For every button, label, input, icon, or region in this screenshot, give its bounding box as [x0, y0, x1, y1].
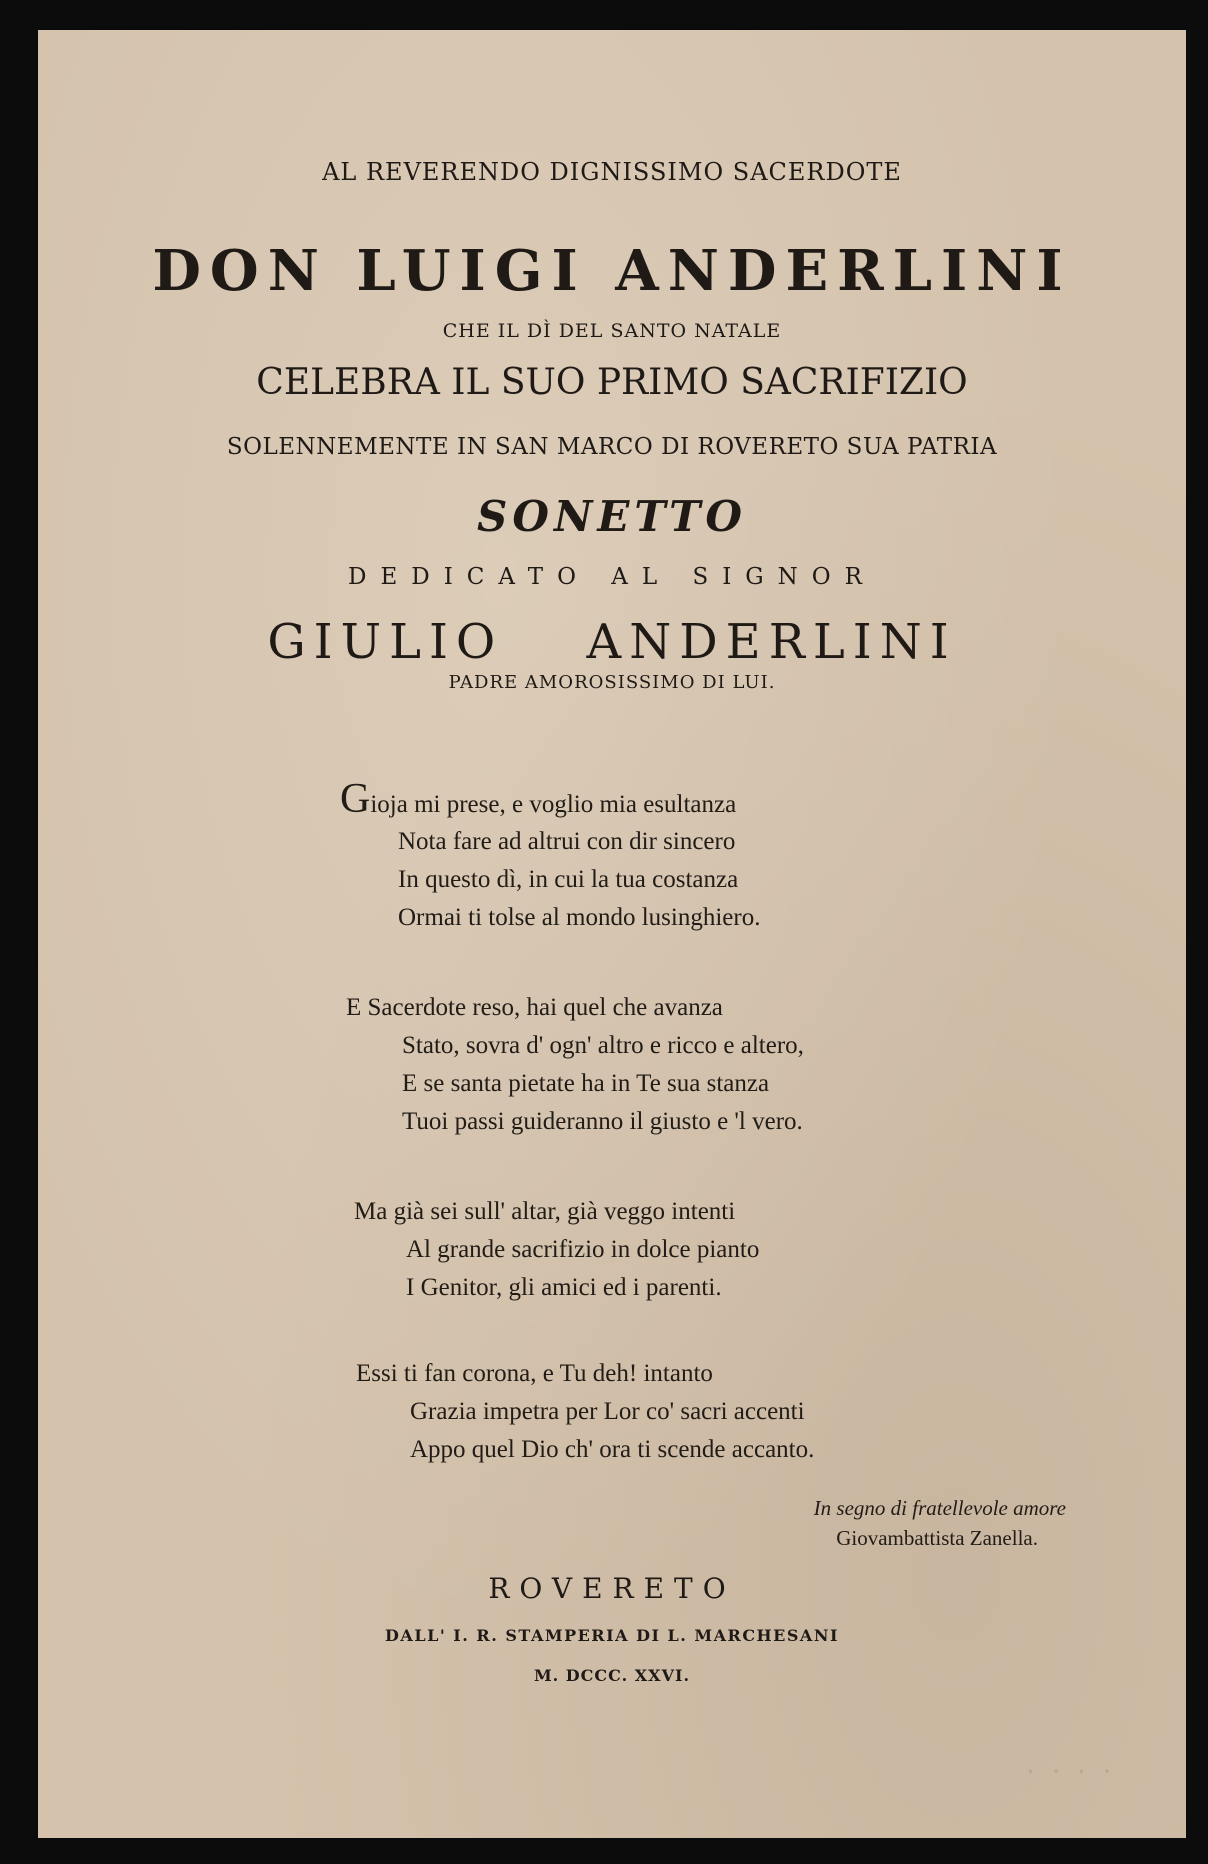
sonnet: [38, 30, 1186, 1838]
father-name: GIULIO ANDERLINI: [267, 614, 957, 670]
dedicated-line: DEDICATO AL SIGNOR: [348, 564, 876, 590]
verse-line: Essi ti fan corona, e Tu deh! intanto: [356, 1360, 713, 1387]
dedication-to: AL REVERENDO DIGNISSIMO SACERDOTE: [322, 158, 902, 186]
place-line: SOLENNEMENTE IN SAN MARCO DI ROVERETO SUA PATRIA: [226, 434, 998, 460]
printed-sheet: [38, 30, 1186, 1838]
verse-line: I Genitor, gli amici ed i parenti.: [406, 1274, 722, 1301]
verse-text: ioja mi prese, e voglio mia esultanza: [370, 791, 737, 818]
faint-pencil-marks: · · · ·: [1025, 1755, 1116, 1788]
verse-line: Tuoi passi guideranno il giusto e 'l vero.: [402, 1108, 803, 1135]
verse-line: Al grande sacrifizio in dolce pianto: [406, 1236, 760, 1263]
verse-line: In questo dì, in cui la tua costanza: [398, 866, 739, 893]
verse-line: Ma già sei sull' altar, già veggo intenti: [354, 1198, 736, 1225]
signature-name: Giovambattista Zanella.: [836, 1526, 1038, 1550]
verse-line: Ormai ti tolse al mondo lusinghiero.: [398, 904, 761, 931]
imprint-year: M. DCCC. XXVI.: [533, 1666, 691, 1685]
signature-dedication: In segno di fratellevole amore: [813, 1496, 1066, 1520]
verse-line: Appo quel Dio ch' ora ti scende accanto.: [410, 1436, 815, 1463]
celebration-line: CELEBRA IL SUO PRIMO SACRIFIZIO: [256, 362, 968, 403]
verse-line: [340, 778, 736, 820]
imprint-city: ROVERETO: [488, 1572, 736, 1605]
verse-line: Nota fare ad altrui con dir sincero: [398, 828, 736, 855]
verse-line: E se santa pietate ha in Te sua stanza: [402, 1070, 770, 1097]
genre-title: SONETTO: [477, 492, 747, 541]
verse-line: Stato, sovra d' ogn' altro e ricco e altero,: [402, 1032, 804, 1059]
father-description: PADRE AMOROSISSIMO DI LUI.: [448, 672, 776, 693]
imprint-printer: DALL' I. R. STAMPERIA DI L. MARCHESANI: [385, 1626, 839, 1645]
verse-line: E Sacerdote reso, hai quel che avanza: [346, 994, 723, 1021]
verse-line: Grazia impetra per Lor co' sacri accenti: [410, 1398, 805, 1425]
honoree-name: DON LUIGI ANDERLINI: [152, 238, 1072, 304]
drop-cap: G: [340, 776, 371, 822]
occasion-line: CHE IL DÌ DEL SANTO NATALE: [442, 320, 782, 342]
